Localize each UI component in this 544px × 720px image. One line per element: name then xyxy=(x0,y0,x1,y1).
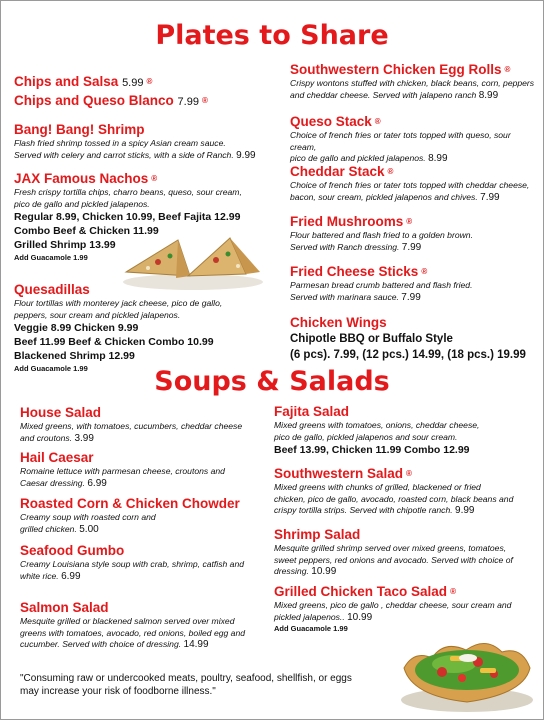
registered-icon: ® xyxy=(406,469,412,478)
soups-salads-heading: Soups & Salads xyxy=(154,366,390,397)
menu-item-fajita-salad: Fajita Salad Mixed greens with tomatoes, onions, cheddar cheese, pico de gallo, pickled jalapenos and sour cream. Beef 13.99, Chicken 11.99 Combo 12.99 xyxy=(274,404,480,456)
menu-item-quesadillas: Quesadillas Flour tortillas with monterey jack cheese, pico de gallo, peppers, sour cream and pickled jalapenos. Veggie 8.99 Chicken 9.99 Beef 11.99 Beef & Chicken Combo 10.99 Blackened Shrimp 12.99 Add Guacamole 1.99 xyxy=(14,282,223,373)
menu-item-taco-salad: Grilled Chicken Taco Salad ® Mixed greens, pico de gallo , cheddar cheese, sour cream and pickled jalapenos.. 10.99 Add Guacamole 1.99 xyxy=(274,584,512,633)
registered-icon: ® xyxy=(146,77,153,86)
menu-item-corn-chowder: Roasted Corn & Chicken Chowder Creamy soup with roasted corn and grilled chicken. 5.00 xyxy=(20,496,240,535)
menu-item-chips-salsa: Chips and Salsa 5.99 ® Chips and Queso Blanco 7.99 ® xyxy=(14,74,208,108)
menu-item-salmon-salad: Salmon Salad Mesquite grilled or blackened salmon served over mixed greens with tomatoes, avocado, red onions, boiled egg and cucumber. Served with choice of dressing. 14.99 xyxy=(20,600,246,650)
registered-icon: ® xyxy=(374,117,381,126)
food-safety-notice: "Consuming raw or undercooked meats, poultry, seafood, shellfish, or eggs may increase your risk of foodborne illness." xyxy=(20,673,352,697)
registered-icon: ® xyxy=(406,217,413,226)
menu-item-fried-mushrooms: Fried Mushrooms ® Flour battered and flash fried to a golden brown. Served with Ranch dressing. 7.99 xyxy=(290,214,473,253)
menu-item-chicken-wings: Chicken Wings Chipotle BBQ or Buffalo Style (6 pcs). 7.99, (12 pcs.) 14.99, (18 pcs.) 19.99 xyxy=(290,315,526,361)
menu-item-egg-rolls: Southwestern Chicken Egg Rolls ® Crispy wontons stuffed with chicken, black beans, corn, peppers and cheddar cheese. Served with jalapeno ranch 8.99 xyxy=(290,62,535,101)
plates-to-share-heading: Plates to Share xyxy=(155,20,389,51)
menu-item-fried-cheese-sticks: Fried Cheese Sticks ® Parmesan bread crumb battered and flash fried. Served with marinara sauce. 7.99 xyxy=(290,264,473,303)
menu-item-queso-stack: Queso Stack ® Choice of french fries or tater tots topped with queso, sour cream, pico de gallo and pickled jalapenos. 8.99 xyxy=(290,114,511,164)
registered-icon: ® xyxy=(450,587,456,596)
registered-icon: ® xyxy=(421,267,428,276)
registered-icon: ® xyxy=(151,174,158,183)
menu-item-southwestern-salad: Southwestern Salad ® Mixed greens with chunks of grilled, blackened or fried chicken, pico de gallo, avocado, roasted corn, black beans and crispy tortilla strips. Served with chipotle ranch. 9.99 xyxy=(274,466,514,516)
menu-item-bang-bang-shrimp: Bang! Bang! Shrimp Flash fried shrimp tossed in a spicy Asian cream sauce. Served with celery and carrot sticks, with a side of Ranch. 9.99 xyxy=(14,122,256,161)
menu-item-seafood-gumbo: Seafood Gumbo Creamy Louisiana style soup with crab, shrimp, catfish and white rice. 6.99 xyxy=(20,543,245,582)
menu-item-jax-nachos: JAX Famous Nachos ® Fresh crispy tortilla chips, charro beans, queso, sour cream, pico de gallo and pickled jalapenos. Regular 8.99, Chicken 10.99, Beef Fajita 12.99 Combo Beef & Chicken 11.99 Grilled Shrimp 13.99 Add Guacamole 1.99 xyxy=(14,171,242,262)
registered-icon: ® xyxy=(201,96,208,105)
taco-salad-image xyxy=(394,628,540,716)
registered-icon: ® xyxy=(504,65,511,74)
registered-icon: ® xyxy=(387,167,394,176)
menu-item-hail-caesar: Hail Caesar Romaine lettuce with parmesan cheese, croutons and Caesar dressing. 6.99 xyxy=(20,450,225,489)
menu-item-shrimp-salad: Shrimp Salad Mesquite grilled shrimp served over mixed greens, tomatoes, sweet peppers, red onions and avocado. Served with choice of dressing. 10.99 xyxy=(274,527,513,577)
menu-item-house-salad: House Salad Mixed greens, with tomatoes, cucumbers, cheddar cheese and croutons. 3.99 xyxy=(20,405,243,444)
menu-item-cheddar-stack: Cheddar Stack ® Choice of french fries or tater tots topped with cheddar cheese, bacon, sour cream, pickled jalapenos and chives. 7.99 xyxy=(290,164,530,203)
